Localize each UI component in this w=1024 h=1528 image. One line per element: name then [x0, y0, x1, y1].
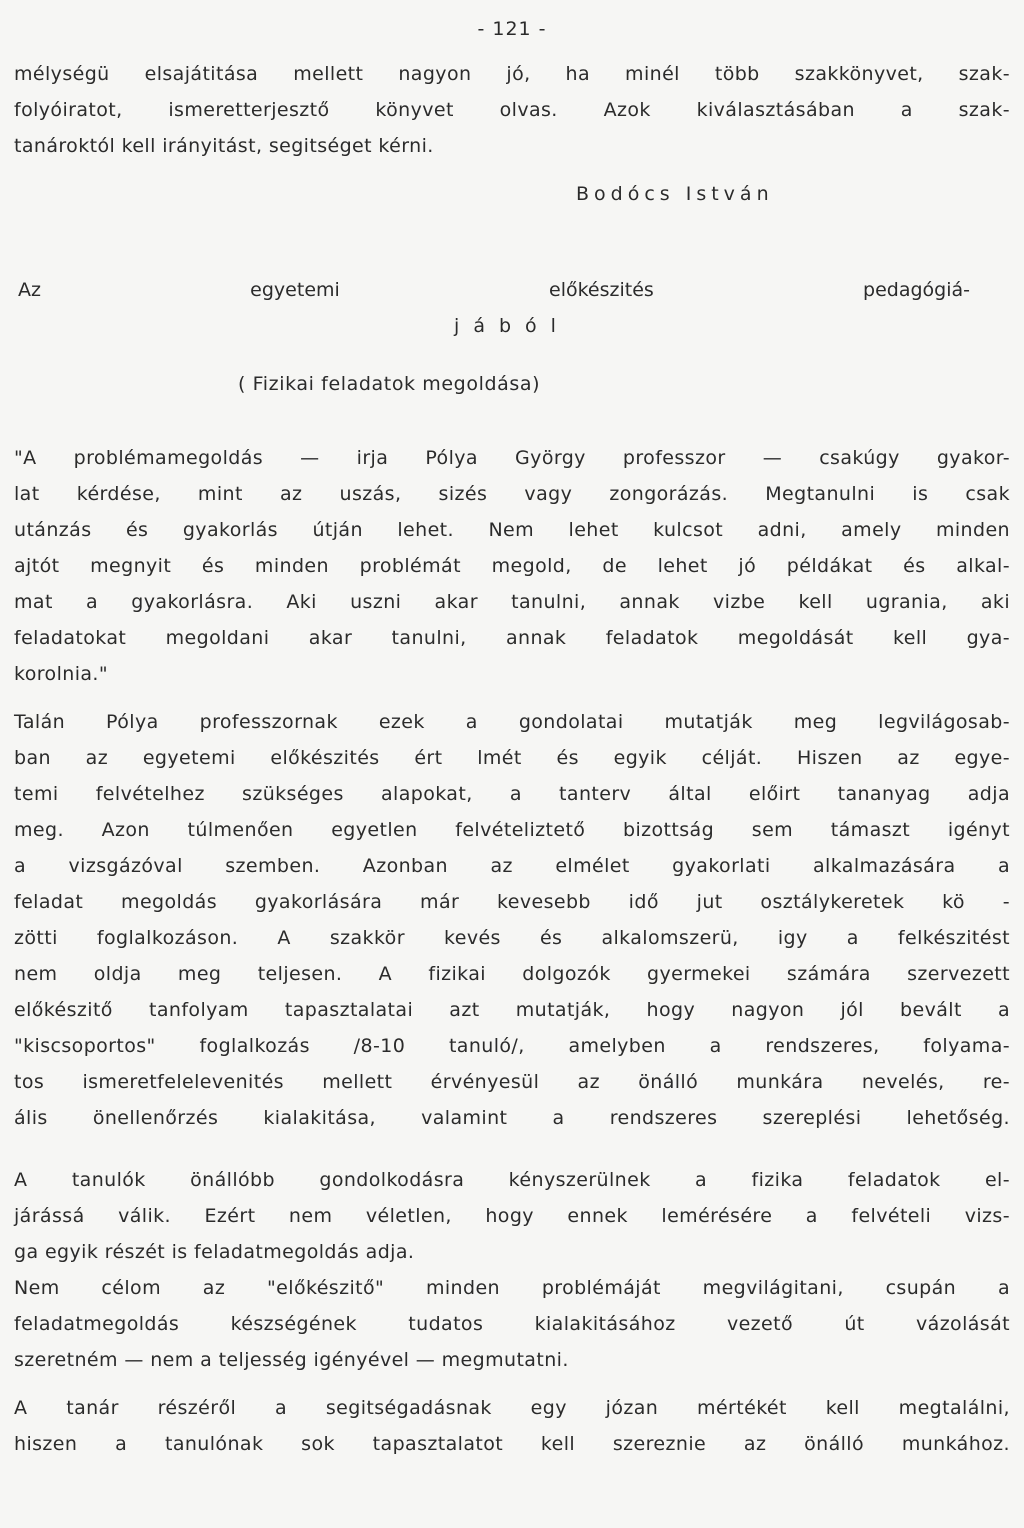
paragraph-4-line-2: feladatmegoldás készségének tudatos kialakitásához vezető út vázolását — [14, 1313, 1010, 1335]
paragraph-5-line-2: hiszen a tanulónak sok tapasztalatot kell szereznie az önálló munkához. — [14, 1433, 1010, 1455]
paragraph-1-line-1: mélységü elsajátitása mellett nagyon jó, ha minél több szakkönyvet, szak- — [14, 63, 1010, 85]
article-heading-line-1: Az egyetemi előkészités pedagógiá- — [18, 279, 970, 301]
quote-line-2: lat kérdése, mint az uszás, sizés vagy zongorázás. Megtanulni is csak — [14, 483, 1010, 505]
paragraph-3-line-2: járássá válik. Ezért nem véletlen, hogy ennek lemérésére a felvételi vizs- — [14, 1205, 1010, 1227]
quote-line-3: utánzás és gyakorlás útján lehet. Nem lehet kulcsot adni, amely minden — [14, 519, 1010, 541]
paragraph-3-line-1: A tanulók önállóbb gondolkodásra kényszerülnek a fizika feladatok el- — [14, 1169, 1010, 1191]
quote-line-6: feladatokat megoldani akar tanulni, annak feladatok megoldását kell gya- — [14, 627, 1010, 649]
quote-line-4: ajtót megnyit és minden problémát megold, de lehet jó példákat és alkal- — [14, 555, 1010, 577]
paragraph-2-line-2: ban az egyetemi előkészités ért lmét és egyik célját. Hiszen az egye- — [14, 747, 1010, 769]
paragraph-2-line-11: tos ismeretfelelevenités mellett érvényesül az önálló munkára nevelés, re- — [14, 1071, 1010, 1093]
paragraph-2-line-6: feladat megoldás gyakorlására már kevesebb idő jut osztálykeretek kö - — [14, 891, 1010, 913]
quote-line-1: "A problémamegoldás — irja Pólya György professzor — csakúgy gyakor- — [14, 447, 1010, 469]
author-name: Bodócs István — [576, 183, 774, 205]
paragraph-4-line-3: szeretném — nem a teljesség igényével — megmutatni. — [14, 1349, 569, 1371]
paragraph-2-line-12: ális önellenőrzés kialakitása, valamint a rendszeres szereplési lehetőség. — [14, 1107, 1010, 1129]
article-subtitle: ( Fizikai feladatok megoldása) — [238, 373, 541, 395]
paragraph-2-line-10: "kiscsoportos" foglalkozás /8-10 tanuló/, amelyben a rendszeres, folyama- — [14, 1035, 1010, 1057]
paragraph-1-line-3: tanároktól kell irányitást, segitséget kérni. — [14, 135, 434, 157]
paragraph-2-line-7: zötti foglalkozáson. A szakkör kevés és alkalomszerü, igy a felkészitést — [14, 927, 1010, 949]
paragraph-2-line-3: temi felvételhez szükséges alapokat, a tanterv által előirt tananyag adja — [14, 783, 1010, 805]
paragraph-3-line-3: ga egyik részét is feladatmegoldás adja. — [14, 1241, 415, 1263]
page-number: - 121 - — [477, 18, 547, 40]
paragraph-5-line-1: A tanár részéről a segitségadásnak egy józan mértékét kell megtalálni, — [14, 1397, 1010, 1419]
paragraph-2-line-5: a vizsgázóval szemben. Azonban az elmélet gyakorlati alkalmazására a — [14, 855, 1010, 877]
paragraph-4-line-1: Nem célom az "előkészitő" minden problémáját megvilágitani, csupán a — [14, 1277, 1010, 1299]
paragraph-2-line-1: Talán Pólya professzornak ezek a gondolatai mutatják meg legvilágosab- — [14, 711, 1010, 733]
article-heading-line-2: jából — [454, 315, 570, 337]
quote-line-5: mat a gyakorlásra. Aki uszni akar tanulni, annak vizbe kell ugrania, aki — [14, 591, 1010, 613]
quote-line-7: korolnia." — [14, 663, 108, 685]
paragraph-2-line-8: nem oldja meg teljesen. A fizikai dolgozók gyermekei számára szervezett — [14, 963, 1010, 985]
paragraph-2-line-4: meg. Azon túlmenően egyetlen felvételiztető bizottság sem támaszt igényt — [14, 819, 1010, 841]
paragraph-2-line-9: előkészitő tanfolyam tapasztalatai azt mutatják, hogy nagyon jól bevált a — [14, 999, 1010, 1021]
paragraph-1-line-2: folyóiratot, ismeretterjesztő könyvet olvas. Azok kiválasztásában a szak- — [14, 99, 1010, 121]
